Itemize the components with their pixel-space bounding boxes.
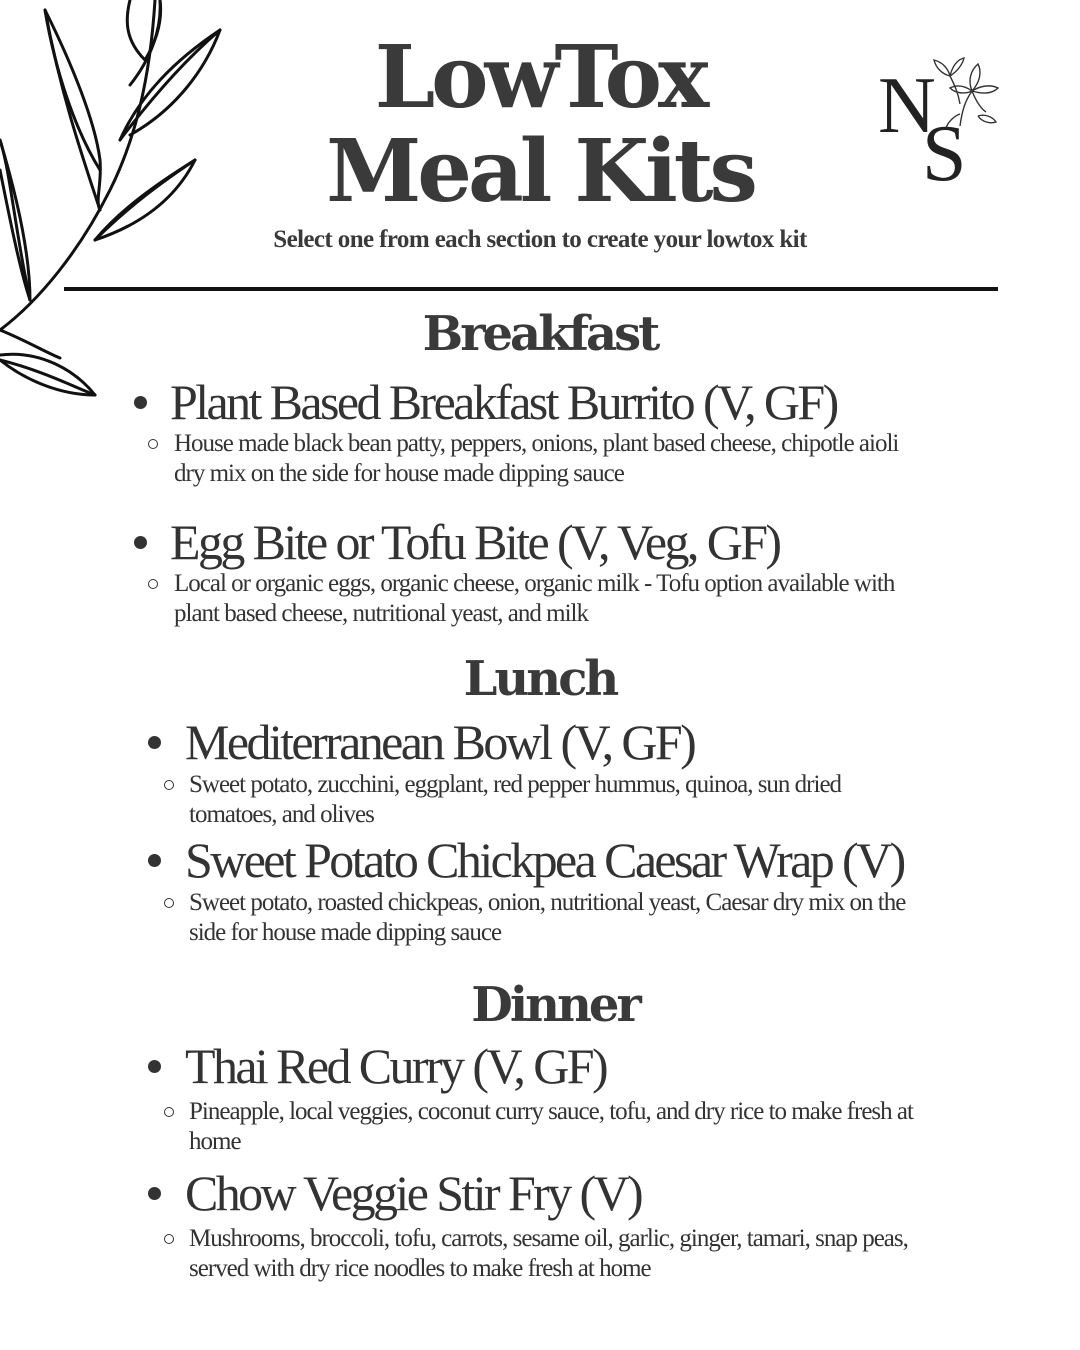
bullet-icon — [134, 396, 147, 409]
menu-item-title: Sweet Potato Chickpea Caesar Wrap (V) — [185, 832, 904, 888]
section-heading-dinner: Dinner — [471, 977, 639, 1033]
sub-bullet-icon — [164, 780, 174, 790]
section-heading-lunch: Lunch — [463, 651, 617, 707]
sub-bullet-icon — [164, 1107, 174, 1117]
menu-item-title: Egg Bite or Tofu Bite (V, Veg, GF) — [170, 514, 780, 570]
sub-bullet-icon — [164, 1234, 174, 1244]
menu-item-title: Thai Red Curry (V, GF) — [185, 1038, 606, 1094]
menu-item-title: Plant Based Breakfast Burrito (V, GF) — [170, 374, 837, 430]
sub-bullet-icon — [148, 579, 158, 589]
menu-item-description: Sweet potato, zucchini, eggplant, red pepper hummus, quinoa, sun dried tomatoes, and olives — [189, 771, 842, 828]
bullet-icon — [134, 536, 147, 549]
menu-item-description: Sweet potato, roasted chickpeas, onion, nutritional yeast, Caesar dry mix on the side for house made dipping sauce — [189, 889, 906, 946]
logo-letter-n: N — [878, 62, 934, 150]
bullet-icon — [148, 1060, 161, 1073]
menu-item-description: Local or organic eggs, organic cheese, organic milk - Tofu option available with plant based cheese, nutritional yeast, and milk — [174, 570, 895, 627]
logo-letter-s: S — [922, 110, 967, 198]
bullet-icon — [148, 1187, 161, 1200]
header-divider — [64, 287, 998, 291]
sub-bullet-icon — [148, 439, 158, 449]
sub-bullet-icon — [164, 898, 174, 908]
bullet-icon — [148, 736, 161, 749]
menu-item-title: Mediterranean Bowl (V, GF) — [185, 714, 695, 770]
menu-item-title: Chow Veggie Stir Fry (V) — [185, 1165, 642, 1221]
section-heading-breakfast: Breakfast — [422, 306, 658, 362]
menu-item-description: Mushrooms, broccoli, tofu, carrots, sesame oil, garlic, ginger, tamari, snap peas, served with dry rice noodles to make fresh at home — [189, 1225, 908, 1282]
bullet-icon — [148, 854, 161, 867]
page-title-line-1: LowTox — [374, 27, 706, 128]
page-subtitle: Select one from each section to create your lowtox kit — [273, 226, 807, 253]
menu-item-description: Pineapple, local veggies, coconut curry sauce, tofu, and dry rice to make fresh at home — [189, 1098, 913, 1155]
menu-item-description: House made black bean patty, peppers, onions, plant based cheese, chipotle aioli dry mix on the side for house made dipping sauce — [174, 430, 899, 487]
page-title-line-2: Meal Kits — [326, 121, 754, 222]
